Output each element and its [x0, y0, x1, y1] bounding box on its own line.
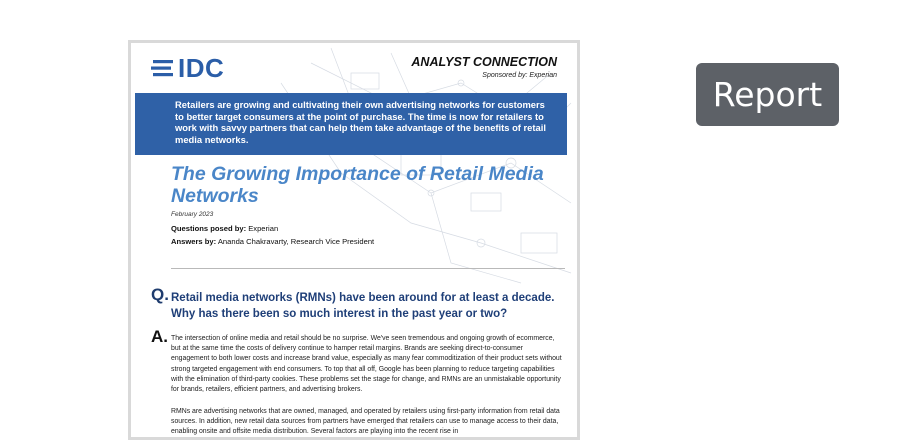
sponsor-line: Sponsored by: Experian: [482, 72, 557, 79]
question-text: Retail media networks (RMNs) have been around for at least a decade. Why has there been so much interest in the past year or two?: [171, 292, 555, 320]
answer-paragraph-2: RMNs are advertising networks that are owned, managed, and operated by retailers using first-party information from retail data sources. In addition, new retail data sources from partners have emerged that retailers can use to manage access to their data, enabling onsite and offsite media distribution. Several factors are playing into the recent rise in: [171, 408, 560, 436]
document-title: The Growing Importance of Retail Media Networks: [171, 163, 544, 207]
answers-value: Ananda Chakravarty, Research Vice President: [216, 237, 375, 246]
questions-value: Experian: [246, 224, 279, 233]
section-divider: [171, 268, 565, 269]
idc-logo: [151, 55, 224, 81]
summary-banner: Retailers are growing and cultivating their own advertising networks for customers to better target consumers at the point of purchase. The time is now for retailers to work with savvy partners that can help them take advantage of the benefits of retail media networks.: [135, 93, 567, 155]
idc-logo-icon: [151, 57, 175, 79]
question-marker: Q.: [151, 285, 169, 304]
report-thumbnail[interactable]: [128, 40, 580, 440]
questions-label: Questions posed by:: [171, 224, 247, 233]
analyst-connection-title: ANALYST CONNECTION: [411, 55, 557, 69]
questions-posed-by: [171, 224, 278, 233]
answers-by: [171, 237, 374, 246]
report-button[interactable]: Report: [696, 63, 839, 126]
logo-text: IDC: [178, 53, 225, 83]
document-date: February 2023: [171, 211, 214, 218]
answer-marker: A.: [151, 327, 168, 346]
answer-paragraph-1: The intersection of online media and retail should be no surprise. We've seen tremendous and ongoing growth of ecommerce, but at the same time the costs of delivery continue to hamper retail margins. Brands are seeking direct-to-consumer engagement to both lower costs and increase brand value, especially as many fear commoditization of their product sets without strong targeted engagement with end consumers. To top that all off, Google has been planning to reduce targeting capabilities with the elimination of third-party cookies. These problems set the stage for change, and RMNs are an unmistakable opportunity for brands, retailers, efficient partners, and advertising brokers.: [171, 335, 562, 394]
answers-label: Answers by:: [171, 237, 217, 246]
